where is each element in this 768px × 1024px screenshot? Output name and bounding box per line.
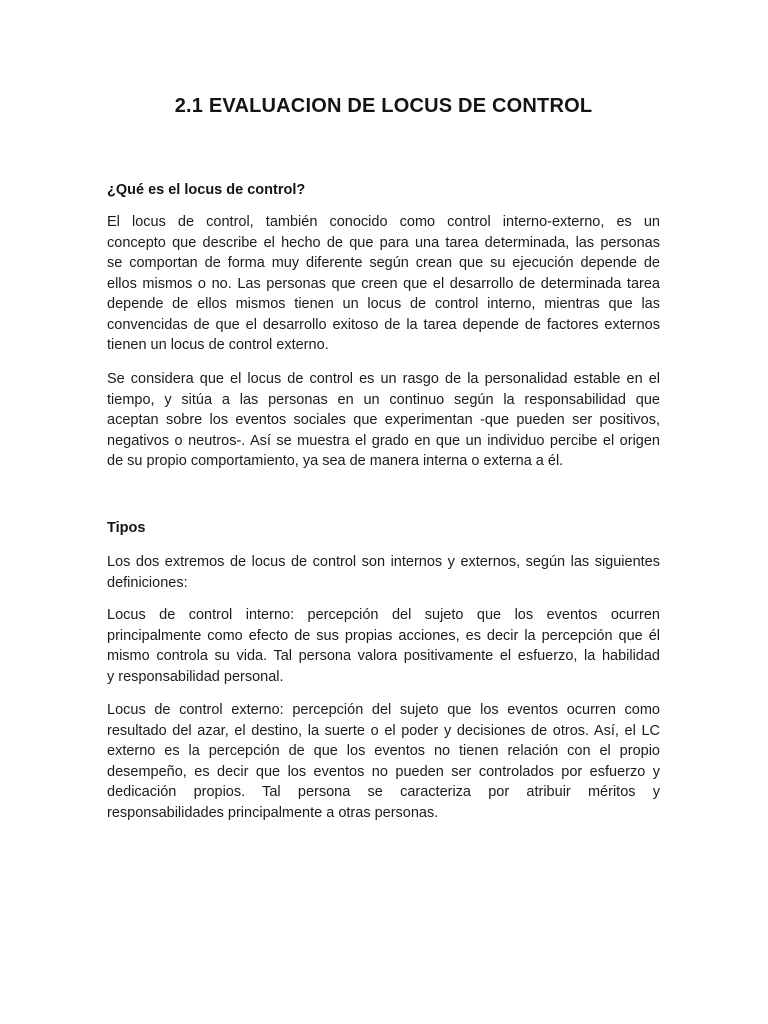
text-line: de su propio comportamiento, ya sea de manera interna o externa a él. [107,453,564,469]
text-line: y responsabilidad personal. [107,668,284,685]
paragraph-personality-trait [107,369,660,472]
text-line: negativos o neutros-. Así se muestra el grado en que un individuo percibe el origen [107,432,660,449]
text-line: externo es la percepción de que los eventos no tienen relación con el propio [107,743,660,759]
text-line: definiciones: [107,574,188,591]
section-heading-que-es: ¿Qué es el locus de control? [107,182,306,198]
text-line: concepto que describe el hecho de que para una tarea determinada, las personas [107,234,660,251]
text-line: El locus de control, también conocido como control interno-externo, es un [107,214,660,230]
paragraph-locus-externo [107,700,660,823]
document-title: 2.1 EVALUACION DE LOCUS DE CONTROL [174,95,593,117]
text-line: convencidas de que el desarrollo exitoso de la tarea depende de factores externos [107,316,660,333]
text-line: mismo controla su vida. Tal persona valora positivamente el esfuerzo, la habilidad [107,648,660,664]
text-line: tiempo, y sitúa a las personas en un continuo según la responsabilidad que [107,391,660,408]
text-line: ellos mismos o no. Las personas que creen que el desarrollo de determinada tarea [107,275,660,292]
paragraph-definition [107,212,660,356]
section-heading-tipos: Tipos [107,520,146,536]
paragraph-tipos-intro [107,552,660,593]
text-line: se comportan de forma muy diferente según crean que su ejecución depende de [107,255,660,271]
text-line: Los dos extremos de locus de control son internos y externos, según las siguientes [107,554,660,570]
text-line: dedicación propios. Tal persona se caracteriza por atribuir méritos y [107,784,660,800]
text-line: depende de ellos mismos tienen un locus de control interno, mientras que las [107,296,660,312]
text-line: Locus de control interno: percepción del sujeto que los eventos ocurren [107,607,660,623]
text-line: responsabilidades principalmente a otras personas. [107,804,439,821]
paragraph-locus-interno [107,605,660,687]
text-line: resultado del azar, el destino, la suerte o el poder y decisiones de otros. Así, el LC [107,722,660,739]
text-line: principalmente como efecto de sus propias acciones, es decir la percepción que él [107,627,660,644]
text-line: tienen un locus de control externo. [107,337,329,353]
text-line: Se considera que el locus de control es un rasgo de la personalidad estable en el [107,371,660,387]
text-line: aceptan sobre los eventos sociales que experimentan -que pueden ser positivos, [107,412,660,428]
text-line: Locus de control externo: percepción del sujeto que los eventos ocurren como [107,702,660,718]
text-line: desempeño, es decir que los eventos no pueden ser controlados por esfuerzo y [107,763,660,780]
